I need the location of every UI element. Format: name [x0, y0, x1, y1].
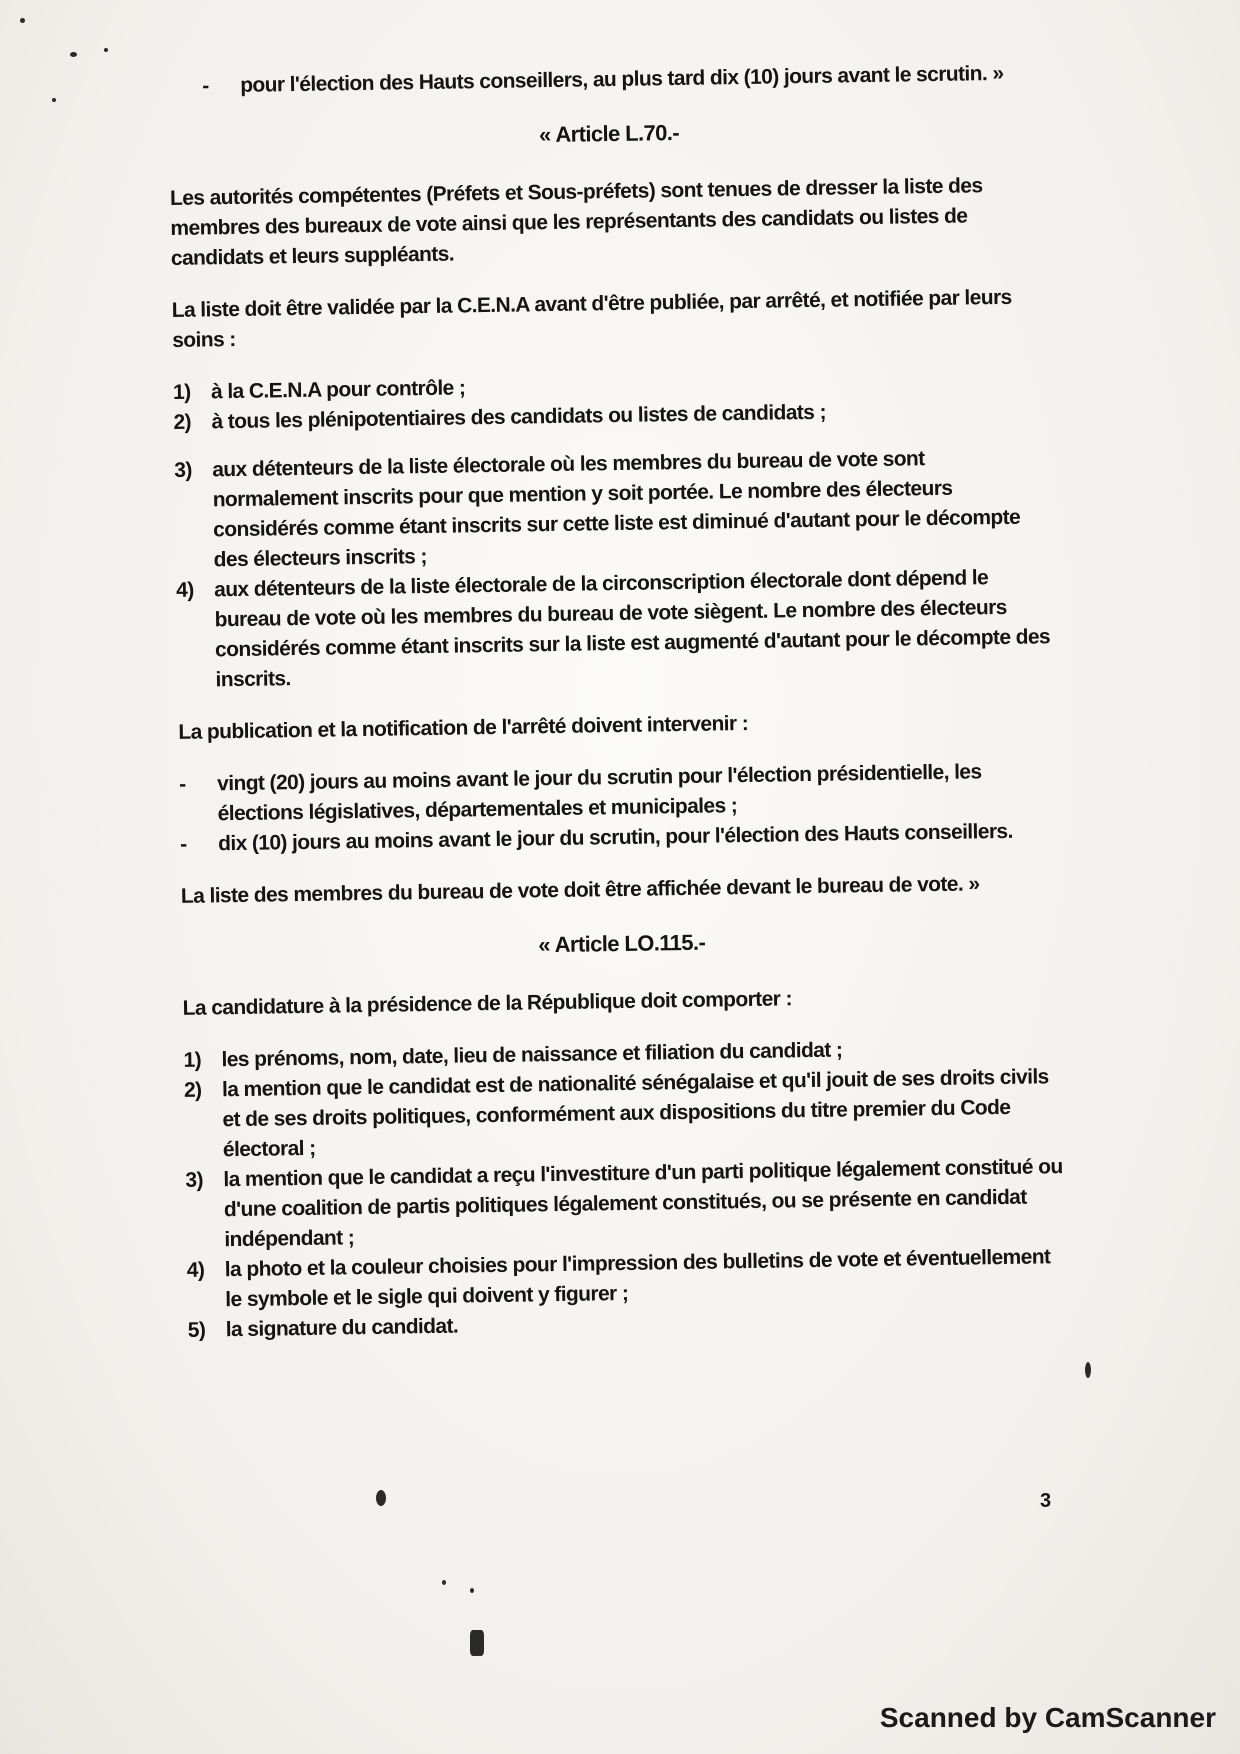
dash-marker: - — [202, 74, 209, 98]
list-item — [185, 1152, 1066, 1256]
article-lo115-intro: La candidature à la présidence de la République doit comporter : — [182, 987, 793, 1020]
page-number: 3 — [1040, 1490, 1052, 1512]
article-l70-paragraph-1: Les autorités compétentes (Préfets et Sous-préfets) sont tenues de dresser la liste des membres des bureaux de vote ainsi que les représentants des candidats ou listes de candidats et leurs suppléants. — [169, 174, 983, 270]
list-item — [176, 562, 1058, 696]
article-l70-paragraph-2: La liste doit être validée par la C.E.N.A avant d'être publiée, par arrêté, et notifiée par leurs soins : — [171, 285, 1012, 352]
scan-speck — [376, 1490, 386, 1506]
camscanner-watermark: Scanned by CamScanner — [879, 1702, 1216, 1733]
article-l70-numbered-list — [173, 364, 1058, 696]
article-lo115-title: « Article LO.115.- — [538, 929, 706, 958]
list-item-text: pour l'élection des Hauts conseillers, au plus tard dix (10) jours avant le scrutin. » — [240, 61, 1004, 97]
list-item-text: à tous les plénipotentiaires des candidats ou listes de candidats ; — [211, 400, 827, 434]
list-item-text: aux détenteurs de la liste électorale de la circonscription électorale dont dépend le bureau de vote où les membres du bureau de vote siègent. Le nombre des électeurs considérés comme étant inscrits sur la liste est augmenté d'autant pour le décompte des inscrits. — [213, 566, 1051, 692]
list-item-text: à la C.E.N.A pour contrôle ; — [210, 376, 466, 404]
dash-marker: - — [179, 772, 186, 796]
list-item-number: 3) — [185, 1168, 204, 1192]
list-item-number: 1) — [183, 1048, 202, 1072]
article-l70-dash-list — [179, 756, 1060, 860]
list-item-number: 4) — [186, 1258, 205, 1282]
scan-speck — [70, 52, 77, 57]
list-item — [184, 1062, 1065, 1166]
list-item-text: vingt (20) jours au moins avant le jour du scrutin pour l'élection présidentielle, les élections législatives, départementales et municipales ; — [217, 760, 982, 826]
list-item-text: la mention que le candidat est de nationalité sénégalaise et qu'il jouit de ses droits civils et de ses droits politiques, conformément aux dispositions du titre premier du Code électoral ; — [221, 1065, 1049, 1162]
list-item-number: 2) — [183, 1078, 202, 1102]
document-body — [168, 58, 1068, 1368]
scan-speck — [104, 48, 108, 52]
scan-speck — [1085, 1362, 1091, 1378]
scan-speck — [470, 1588, 474, 1593]
scan-speck — [52, 98, 56, 102]
article-l70-paragraph-4: La liste des membres du bureau de vote doit être affichée devant le bureau de vote. » — [180, 872, 980, 908]
list-item-text: aux détenteurs de la liste électorale où les membres du bureau de vote sont normalement inscrits pour que mention y soit portée. Le nombre des électeurs considérés comme étant inscrits sur cette liste est diminué d'autant pour le décompte des électeurs inscrits ; — [212, 447, 1021, 572]
article-lo115-numbered-list — [183, 1032, 1068, 1346]
top-list-item — [202, 58, 1048, 101]
dash-marker: - — [179, 832, 187, 856]
scan-speck — [470, 1630, 484, 1656]
scan-speck — [442, 1580, 446, 1585]
scan-speck — [20, 18, 25, 23]
list-item-number: 3) — [174, 458, 192, 482]
article-l70-title: « Article L.70.- — [538, 119, 680, 148]
list-item-number: 4) — [175, 578, 194, 602]
list-item-text: dix (10) jours au moins avant le jour du scrutin, pour l'élection des Hauts conseillers. — [217, 819, 1013, 856]
list-item-number: 1) — [172, 380, 191, 404]
list-item-text: les prénoms, nom, date, lieu de naissance et filiation du candidat ; — [221, 1038, 843, 1072]
list-item-text: la signature du candidat. — [225, 1314, 459, 1342]
list-item-number: 2) — [173, 410, 192, 434]
article-l70-paragraph-3: La publication et la notification de l'arrêté doivent intervenir : — [178, 711, 749, 744]
list-item-text: la mention que le candidat a reçu l'investiture d'un parti politique légalement constitué ou d'une coalition de partis politiques légalement constitués, ou se présente en candidat indépendant ; — [223, 1155, 1063, 1252]
list-item — [174, 442, 1056, 576]
list-item-number: 5) — [187, 1318, 206, 1342]
list-item-text: la photo et la couleur choisies pour l'impression des bulletins de vote et éventuellement le symbole et le sigle qui doivent y figurer ; — [224, 1245, 1051, 1312]
